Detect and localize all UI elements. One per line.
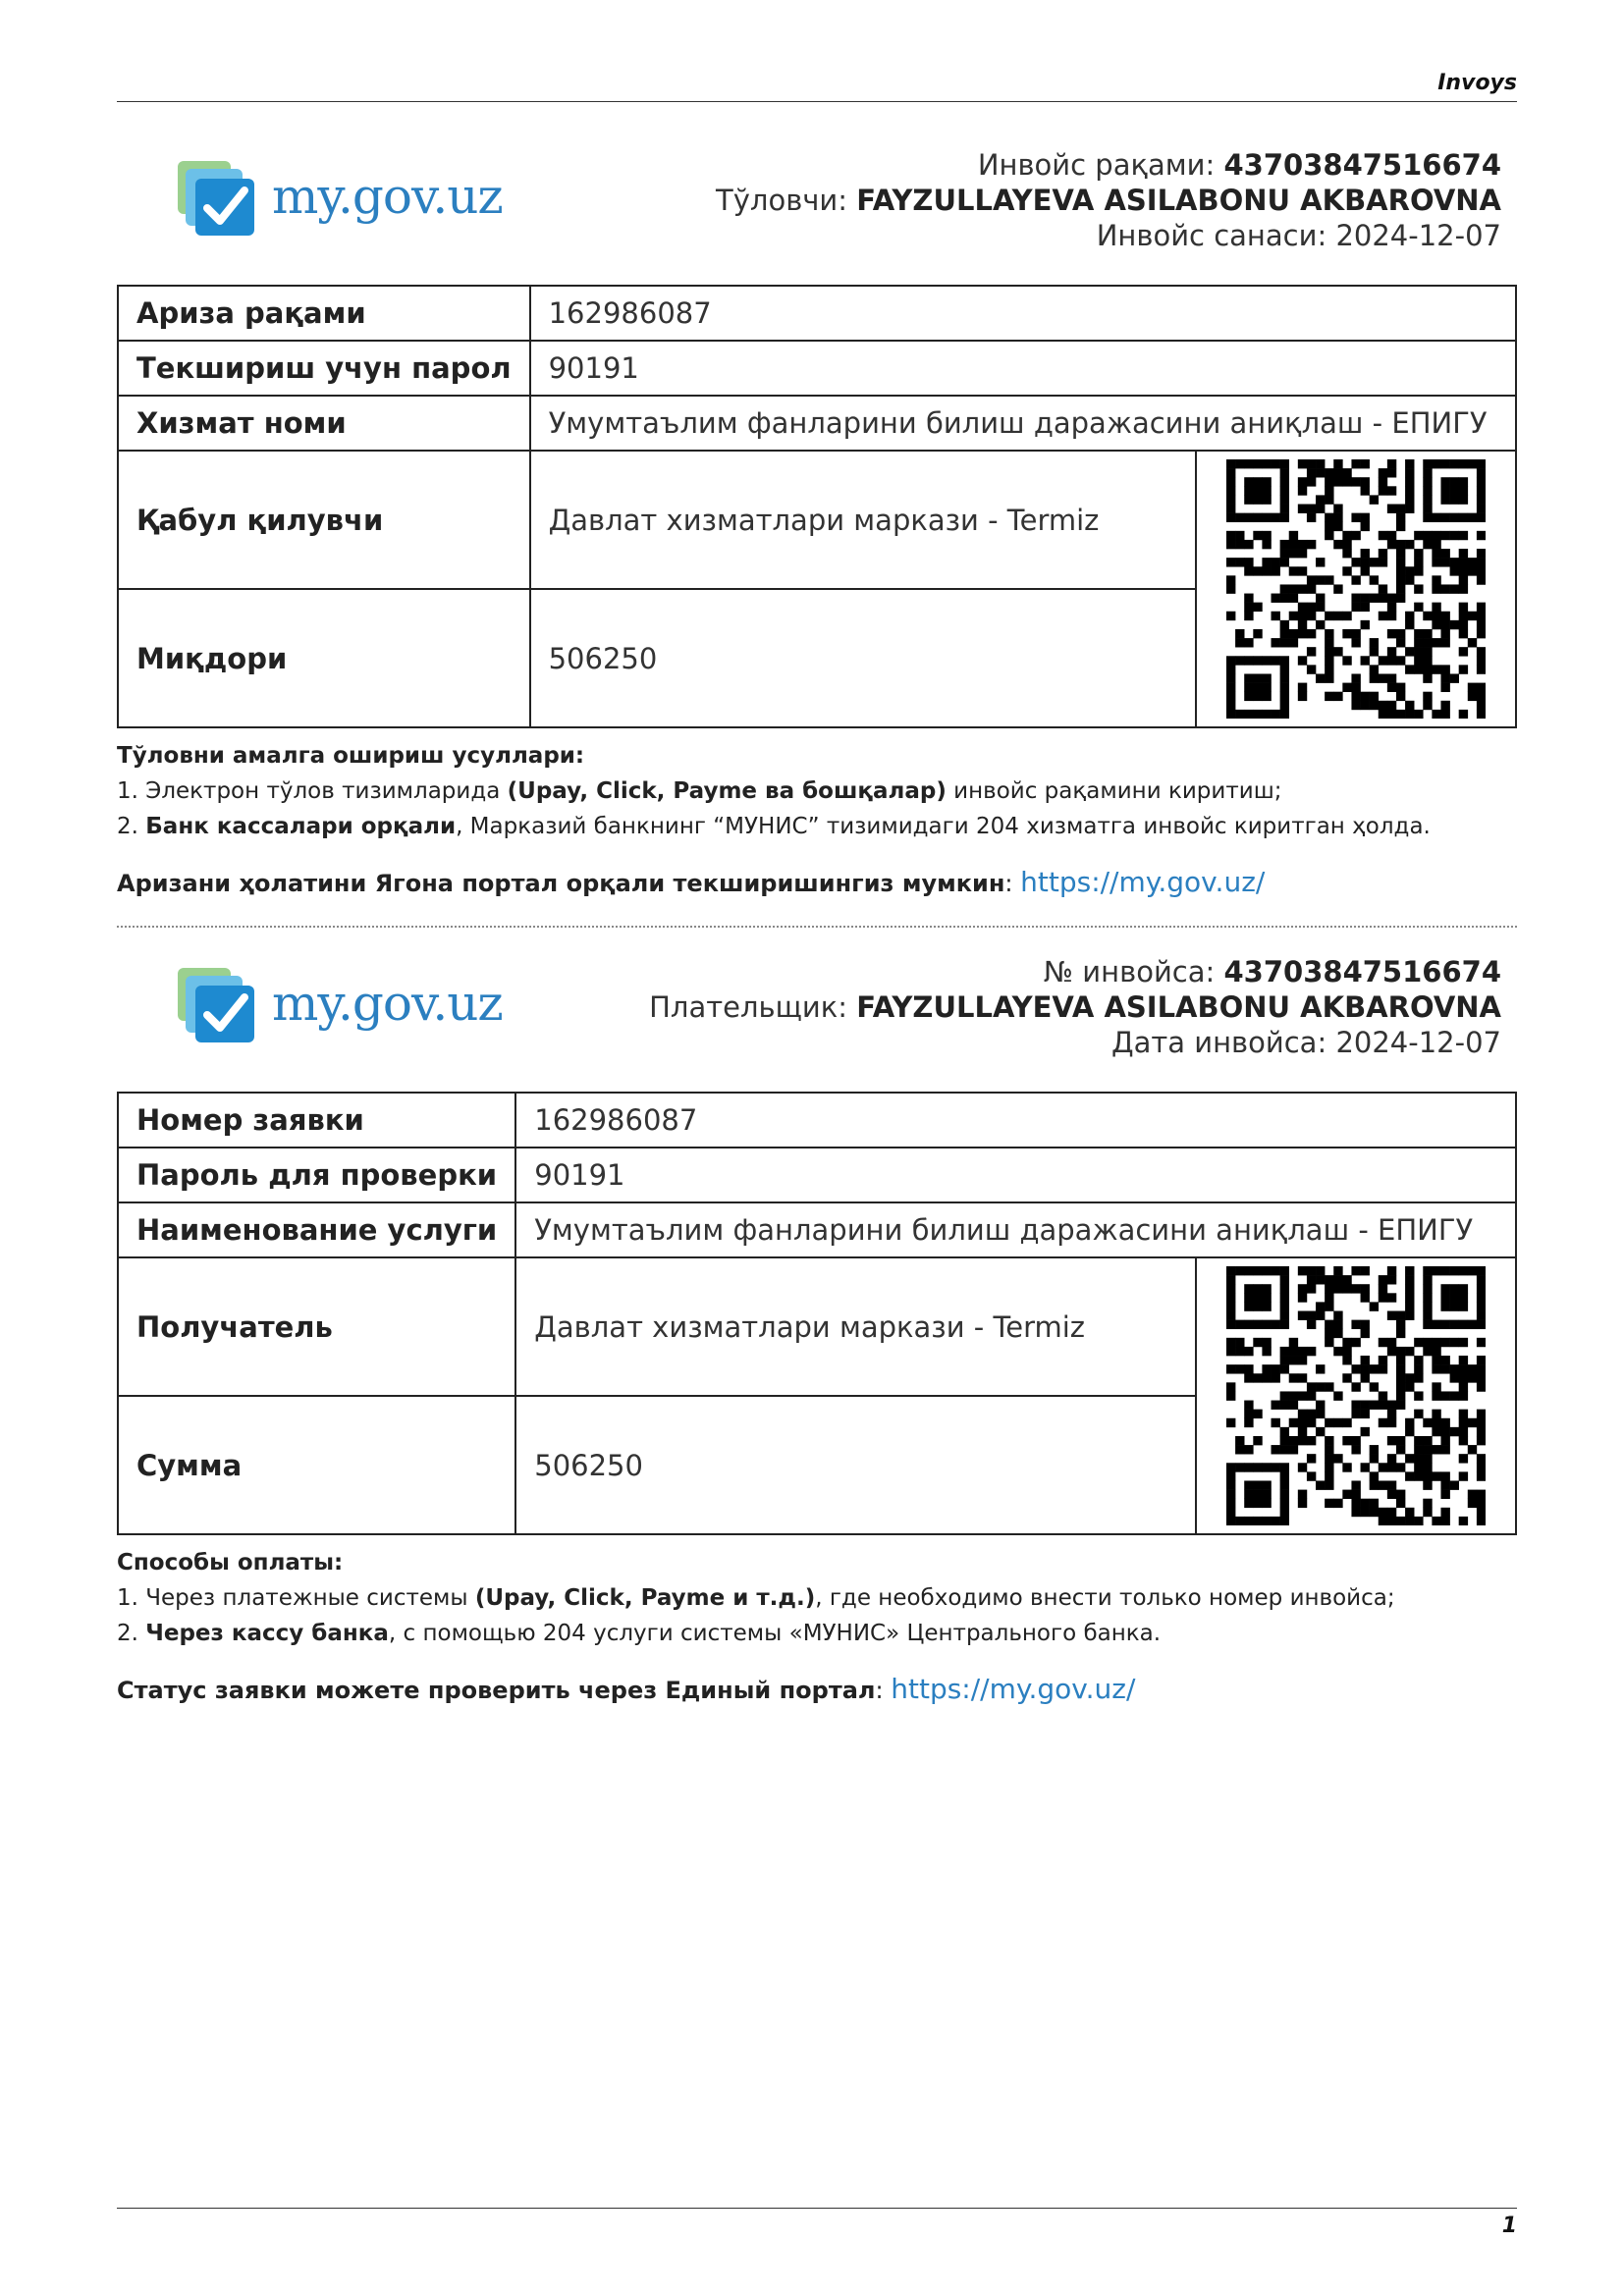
invoice-number-value: 43703847516674 [1223,148,1501,182]
service-name-label: Хизмат номи [118,396,530,451]
invoice-details-table [117,285,1517,728]
payment-method-item [117,809,1517,844]
amount-value: 506250 [515,1396,1196,1534]
table-row [118,286,1516,341]
payment-method-item [117,1616,1517,1651]
receiver-label: Получатель [118,1257,515,1396]
invoice-number-line [649,954,1501,989]
cut-line-divider [117,926,1517,928]
invoice-meta [649,954,1501,1060]
payment-method-item [117,774,1517,809]
application-number-value: 162986087 [530,286,1516,341]
invoice-date-line [716,218,1501,253]
logo-text: my.gov.uz [272,168,503,225]
invoice-number-label: Инвойс рақами: [977,148,1224,182]
mygovuz-logo [176,962,503,1044]
table-row [118,451,1516,589]
payment-methods [117,1545,1517,1651]
method-text: 1. Через платежные системы [117,1585,475,1611]
payment-methods-title: Способы оплаты: [117,1550,344,1575]
amount-label: Миқдори [118,589,530,727]
status-check-text: Аризани ҳолатини Ягона портал орқали текширишингиз мумкин [117,870,1005,897]
method-bold-text: (Upay, Click, Payme ва бошқалар) [507,778,947,804]
portal-link[interactable]: https://my.gov.uz/ [1020,866,1266,898]
status-colon: : [1004,870,1021,897]
table-row [118,1202,1516,1257]
payer-value: FAYZULLAYEVA ASILABONU AKBAROVNA [856,990,1501,1024]
amount-label: Сумма [118,1396,515,1534]
application-number-label: Номер заявки [118,1093,515,1148]
table-row [118,341,1516,396]
invoice-number-label: № инвойса: [1043,955,1224,988]
qr-code-cell [1196,1257,1516,1534]
service-name-value: Умумтаълим фанларини билиш даражасини аниқлаш - ЕПИГУ [515,1202,1516,1257]
invoice-date-value: 2024-12-07 [1335,1026,1501,1059]
checkmark-logo-icon [176,155,258,238]
service-name-label: Наименование услуги [118,1202,515,1257]
password-value: 90191 [530,341,1516,396]
payment-methods [117,738,1517,844]
qr-code-icon [1226,1266,1486,1525]
invoice-date-label: Инвойс санаси: [1096,219,1336,252]
amount-value: 506250 [530,589,1196,727]
invoice-section-ru [117,954,1517,1705]
invoice-date-value: 2024-12-07 [1335,219,1501,252]
header-divider [117,101,1517,102]
status-check-line [117,1673,1517,1705]
page-number: 1 [1501,2214,1517,2238]
table-row [118,396,1516,451]
method-text: инвойс рақамини киритиш; [946,778,1282,804]
application-number-value: 162986087 [515,1093,1516,1148]
mygovuz-logo [176,155,503,238]
method-bold-text: Банк кассалари орқали [145,814,457,839]
status-check-text: Статус заявки можете проверить через Единый портал [117,1677,876,1704]
method-text: , с помощью 204 услуги системы «МУНИС» Центрального банка. [388,1621,1162,1646]
method-bold-text: (Upay, Click, Payme и т.д.) [474,1585,816,1611]
receiver-value: Давлат хизматлари маркази - Termiz [530,451,1196,589]
logo-text: my.gov.uz [272,975,503,1032]
service-name-value: Умумтаълим фанларини билиш даражасини аниқлаш - ЕПИГУ [530,396,1516,451]
payer-line [716,183,1501,218]
invoice-details-table [117,1092,1517,1535]
invoice-section-uz [117,147,1517,898]
method-text: , Марказий банкнинг “МУНИС” тизимидаги 204 хизматга инвойс киритган ҳолда. [456,814,1431,839]
method-text: 2. [117,814,146,839]
payment-method-item [117,1580,1517,1616]
checkmark-logo-icon [176,962,258,1044]
qr-code-icon [1226,459,1486,719]
invoice-date-line [649,1025,1501,1060]
status-colon: : [875,1677,892,1704]
footer-divider [117,2208,1517,2209]
password-label: Пароль для проверки [118,1148,515,1202]
method-text: , где необходимо внести только номер инвойса; [815,1585,1395,1611]
password-label: Текшириш учун парол [118,341,530,396]
payer-value: FAYZULLAYEVA ASILABONU AKBAROVNA [856,184,1501,217]
table-row [118,1093,1516,1148]
payer-label: Тўловчи: [716,184,857,217]
invoice-date-label: Дата инвойса: [1110,1026,1336,1059]
invoice-number-line [716,147,1501,183]
application-number-label: Ариза рақами [118,286,530,341]
method-bold-text: Через кассу банка [145,1621,389,1646]
payment-methods-title: Тўловни амалга ошириш усуллари: [117,743,585,769]
receiver-label: Қабул қилувчи [118,451,530,589]
payer-label: Плательщик: [649,990,857,1024]
password-value: 90191 [515,1148,1516,1202]
table-row [118,1257,1516,1396]
portal-link[interactable]: https://my.gov.uz/ [891,1673,1136,1705]
table-row [118,1148,1516,1202]
receiver-value: Давлат хизматлари маркази - Termiz [515,1257,1196,1396]
qr-code-cell [1196,451,1516,727]
status-check-line [117,866,1517,898]
method-text: 1. Электрон тўлов тизимларида [117,778,508,804]
method-text: 2. [117,1621,146,1646]
document-header-label: Invoys [1437,71,1517,95]
invoice-meta [716,147,1501,253]
payer-line [649,989,1501,1025]
invoice-number-value: 43703847516674 [1223,955,1501,988]
